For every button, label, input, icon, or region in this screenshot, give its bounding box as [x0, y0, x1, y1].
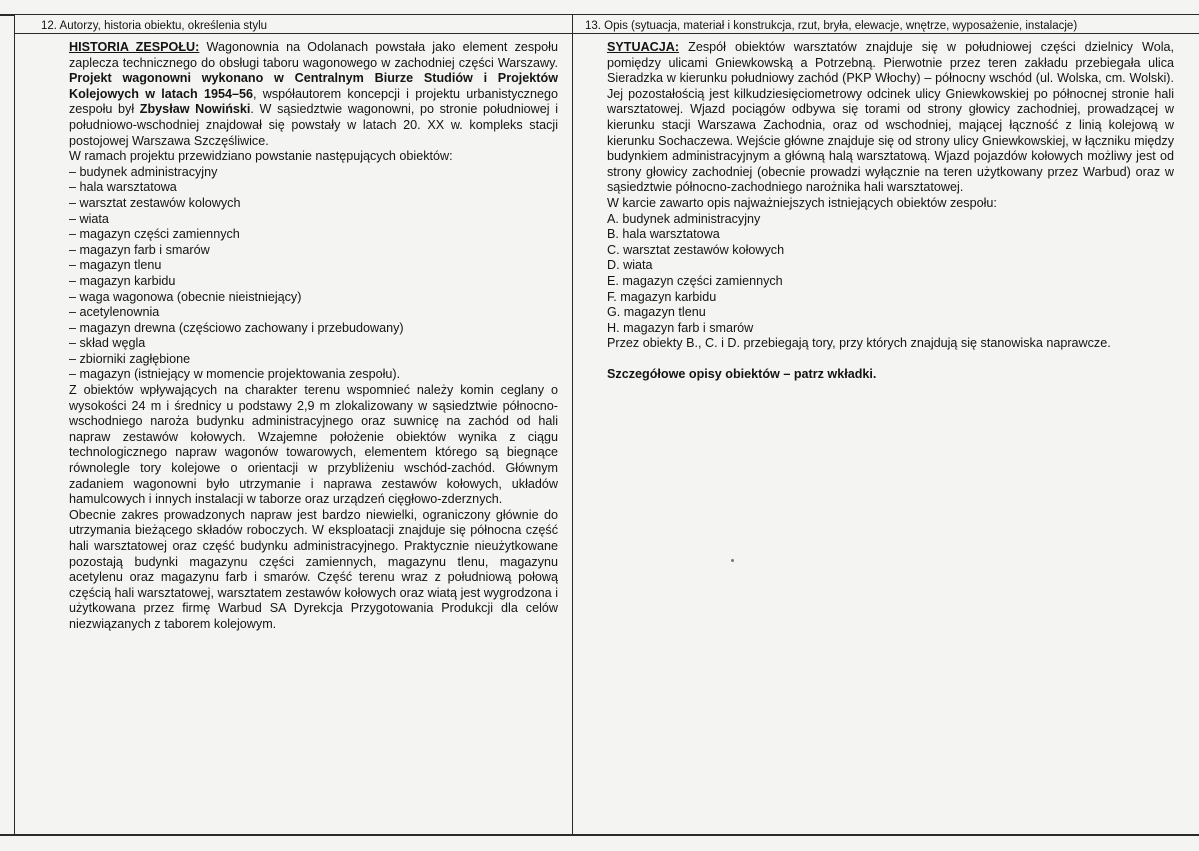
- list-item: – magazyn karbidu: [69, 273, 176, 288]
- form-sheet: [14, 14, 1199, 836]
- list-item: D. wiata: [607, 258, 653, 273]
- current-use-paragraph: Obecnie zakres prowadzonych napraw jest bardzo niewielki, ograniczony głównie do utrzymania bieżącego składów roboczych. W eksploatacji znajduje się północna część hali warsztatowej oraz część budynku administracyjnego. Praktycznie nieużytkowane pozostają budynki magazynu części zamiennych, magazynu tlenu, magazynu acetylenu oraz magazynu farb i smarów. Część terenu wraz z południową połową częścią hali warsztatowej, warsztatem zestawów kołowych oraz wiatą jest wygrodzona i użytkowana przez firmę Warbud SA Dyrekcja Przygotowania Produkcji dla celów niezwiązanych z taborem kolejowym.: [69, 507, 558, 631]
- list-item: – wiata: [69, 211, 109, 226]
- history-text-3: . W sąsiedztwie wagonowni, po stronie południowej i południowo-wschodniej znajdował się powstały w latach 20. XX w. kompleks stacji postojowej Warszawa Szczęśliwice.: [69, 102, 559, 148]
- objects-intro: W ramach projektu przewidziano powstanie następujących obiektów:: [69, 149, 453, 164]
- list-item: – zbiorniki zagłębione: [69, 351, 191, 366]
- list-item: – warsztat zestawów kolowych: [69, 195, 241, 210]
- details-note: [607, 367, 1174, 383]
- list-item: G. magazyn tlenu: [607, 305, 706, 320]
- history-author-bold: Zbysław Nowiński: [139, 102, 251, 117]
- chimney-paragraph: Z obiektów wpływających na charakter terenu wspomnieć należy komin ceglany o wysokości 24 m i średnicy u podstawy 2,9 m zlokalizowany w sąsiedztwie północno-wschodniego naroża budynku administracyjnego oraz suwnicę na zachód od hali napraw zestawów kołowych. Wzajemne położenie obiektów wynika z ciągu technologicznego napraw wagonów towarowych, elementem którego są biegnące równolegle tory kolejowe o orientacji w przybliżeniu wschód-zachód. Głównym zadaniem wagonowni było utrzymanie i naprawa zestawów kołowych, układów hamulcowych i innych instalacji w taborze oraz urządzeń cięgłowo-zderznych.: [69, 383, 558, 507]
- spacer: [607, 352, 1174, 367]
- situation-heading: SYTUACJA:: [607, 40, 680, 54]
- list-item: – skład węgla: [69, 336, 146, 351]
- scan-speck: [731, 559, 734, 562]
- section-12-title: 12. Autorzy, historia obiektu, określenia stylu: [15, 15, 572, 34]
- list-item: B. hala warsztatowa: [607, 227, 720, 242]
- list-item: – waga wagonowa (obecnie nieistniejący): [69, 289, 302, 304]
- section-12-history: [15, 15, 573, 835]
- history-text-1: Wagonownia na Odolanach powstała jako element zespołu zaplecza technicznego do obsługi taboru wagonowego w zachodniej części Warszawy.: [69, 40, 558, 70]
- list-item: – magazyn tlenu: [69, 258, 162, 273]
- list-item: – hala warsztatowa: [69, 180, 177, 195]
- section-12-body: [15, 34, 572, 633]
- list-item: A. budynek administracyjny: [607, 211, 761, 226]
- situation-text: Zespół obiektów warsztatów znajduje się w południowej części dzielnicy Wola, pomiędzy ulicami Gniewkowską a Potrzebną. Pierwotnie przez teren zakładu przebiegała ulica Sieradzka w kierunku południowy zachód (PKP Włochy) – północny wschód (ul. Wolska, cm. Wolski). Jej pozostałością jest kilkudziesięciometrowy odcinek ulicy Gniewkowskiej po północnej stronie hali warsztatowej. Wjazd pociągów odbywa się torami od strony głowicy zachodniej, prowadzącej w kierunku stacji Warszawa Zachodnia, oraz od wschodniej, mającej łączność z linią kolejową w kierunku Sochaczewa. Wejście główne znajduje się od strony ulicy Gniewkowskiej, w łączniku między budynkiem administracyjnym a główną halą warsztatową. Wjazd pojazdów kołowych możliwy jest od strony głowicy zachodniej (obecnie prowadzi wyłącznie na teren użytkowany przez Warbud) oraz w sąsiedztwie północno-zachodniego narożnika hali warsztatowej.: [607, 40, 1174, 195]
- list-item: – acetylenownia: [69, 305, 160, 320]
- section-13-title: 13. Opis (sytuacja, materiał i konstrukcja, rzut, bryła, elewacje, wnętrze, wyposażenie, instalacje): [573, 15, 1199, 34]
- list-item: E. magazyn części zamiennych: [607, 273, 783, 288]
- top-edge-rule: [0, 14, 14, 16]
- history-project-bold: Projekt wagonowni wykonano w Centralnym Biurze Studiów i Projektów Kolejowych w latach 1954–56: [69, 71, 558, 101]
- list-item: – magazyn części zamiennych: [69, 227, 240, 242]
- list-item: – magazyn farb i smarów: [69, 242, 210, 257]
- history-paragraph: [69, 40, 558, 149]
- section-13-body: [573, 34, 1199, 382]
- existing-objects-list: [607, 212, 1174, 337]
- objects-list: [69, 165, 558, 383]
- list-item: C. warsztat zestawów kołowych: [607, 242, 785, 257]
- list-item: F. magazyn karbidu: [607, 289, 717, 304]
- details-note-bold: Szczegółowe opisy obiektów – patrz wkładki.: [607, 366, 877, 381]
- section-13-description: [573, 15, 1199, 835]
- card-intro: W karcie zawarto opis najważniejszych istniejących obiektów zespołu:: [607, 195, 997, 210]
- list-item: – budynek administracyjny: [69, 164, 218, 179]
- list-item: H. magazyn farb i smarów: [607, 320, 754, 335]
- history-text-2: , współautorem koncepcji i projektu urbanistycznego zespołu był: [69, 86, 558, 117]
- situation-paragraph: [607, 40, 1174, 196]
- list-item: – magazyn (istniejący w momencie projektowania zespołu).: [69, 367, 401, 382]
- tracks-paragraph: Przez obiekty B., C. i D. przebiegają tory, przy których znajdują się stanowiska naprawcze.: [607, 336, 1111, 351]
- list-item: – magazyn drewna (częściowo zachowany i przebudowany): [69, 320, 404, 335]
- history-heading: HISTORIA ZESPOŁU:: [69, 40, 200, 54]
